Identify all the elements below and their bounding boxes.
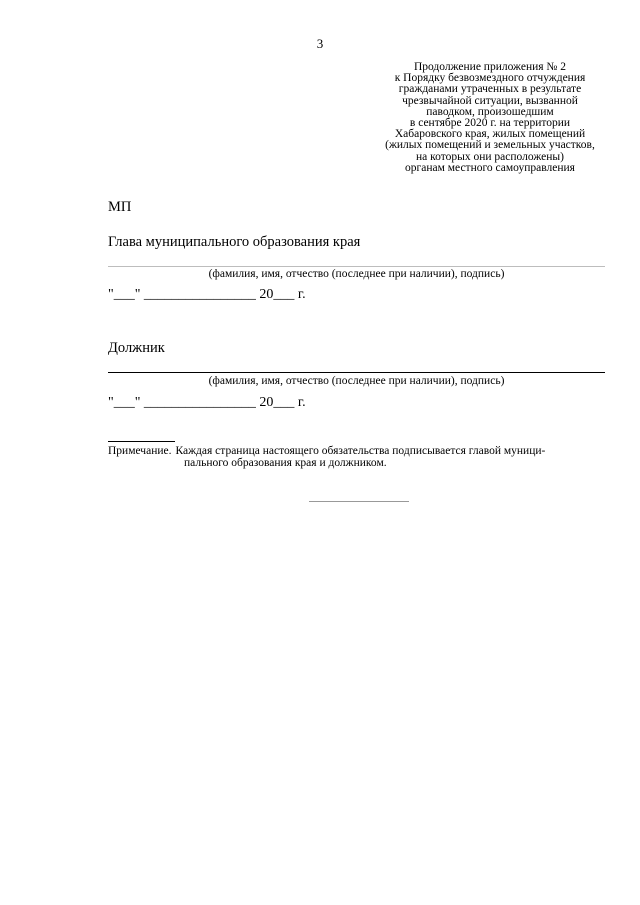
header-line: к Порядку безвозмездного отчуждения [394,72,586,85]
head-signature-line [108,266,605,267]
page-number: 3 [316,36,324,51]
header-line: Хабаровского края, жилых помещений [394,128,586,141]
header-line: Продолжение приложения № 2 [413,61,567,73]
head-date-field: "___" ________________ 20___ г. [108,287,306,302]
stamp-label: МП [108,199,132,215]
appendix-header [370,62,610,174]
header-line: в сентябре 2020 г. на территории [409,117,571,130]
debtor-signature-line [108,372,605,373]
footnote [108,445,610,469]
debtor-date-field: "___" ________________ 20___ г. [108,395,306,410]
header-line: гражданами утраченных в результате [398,83,582,96]
head-signature-caption: (фамилия, имя, отчество (последнее при наличии), подпись) [208,268,505,280]
note-separator [108,441,175,442]
note-label: Примечание. [108,445,172,457]
header-line: на которых они расположены) [416,150,564,163]
header-line: органам местного самоуправления [405,161,575,174]
end-of-document-rule [309,501,409,502]
head-signatory-title: Глава муниципального образования края [108,234,361,250]
note-text: Каждая страница настоящего обязательства подписывается главой муници- [175,445,546,457]
debtor-signature-caption: (фамилия, имя, отчество (последнее при наличии), подпись) [208,375,505,387]
debtor-title: Должник [108,340,165,356]
header-line: (жилых помещений и земельных участков, [385,139,595,152]
note-text-continuation: пального образования края и должником. [184,457,387,469]
header-line: паводком, произошедшим [426,105,554,118]
header-line: чрезвычайной ситуации, вызванной [402,94,578,107]
